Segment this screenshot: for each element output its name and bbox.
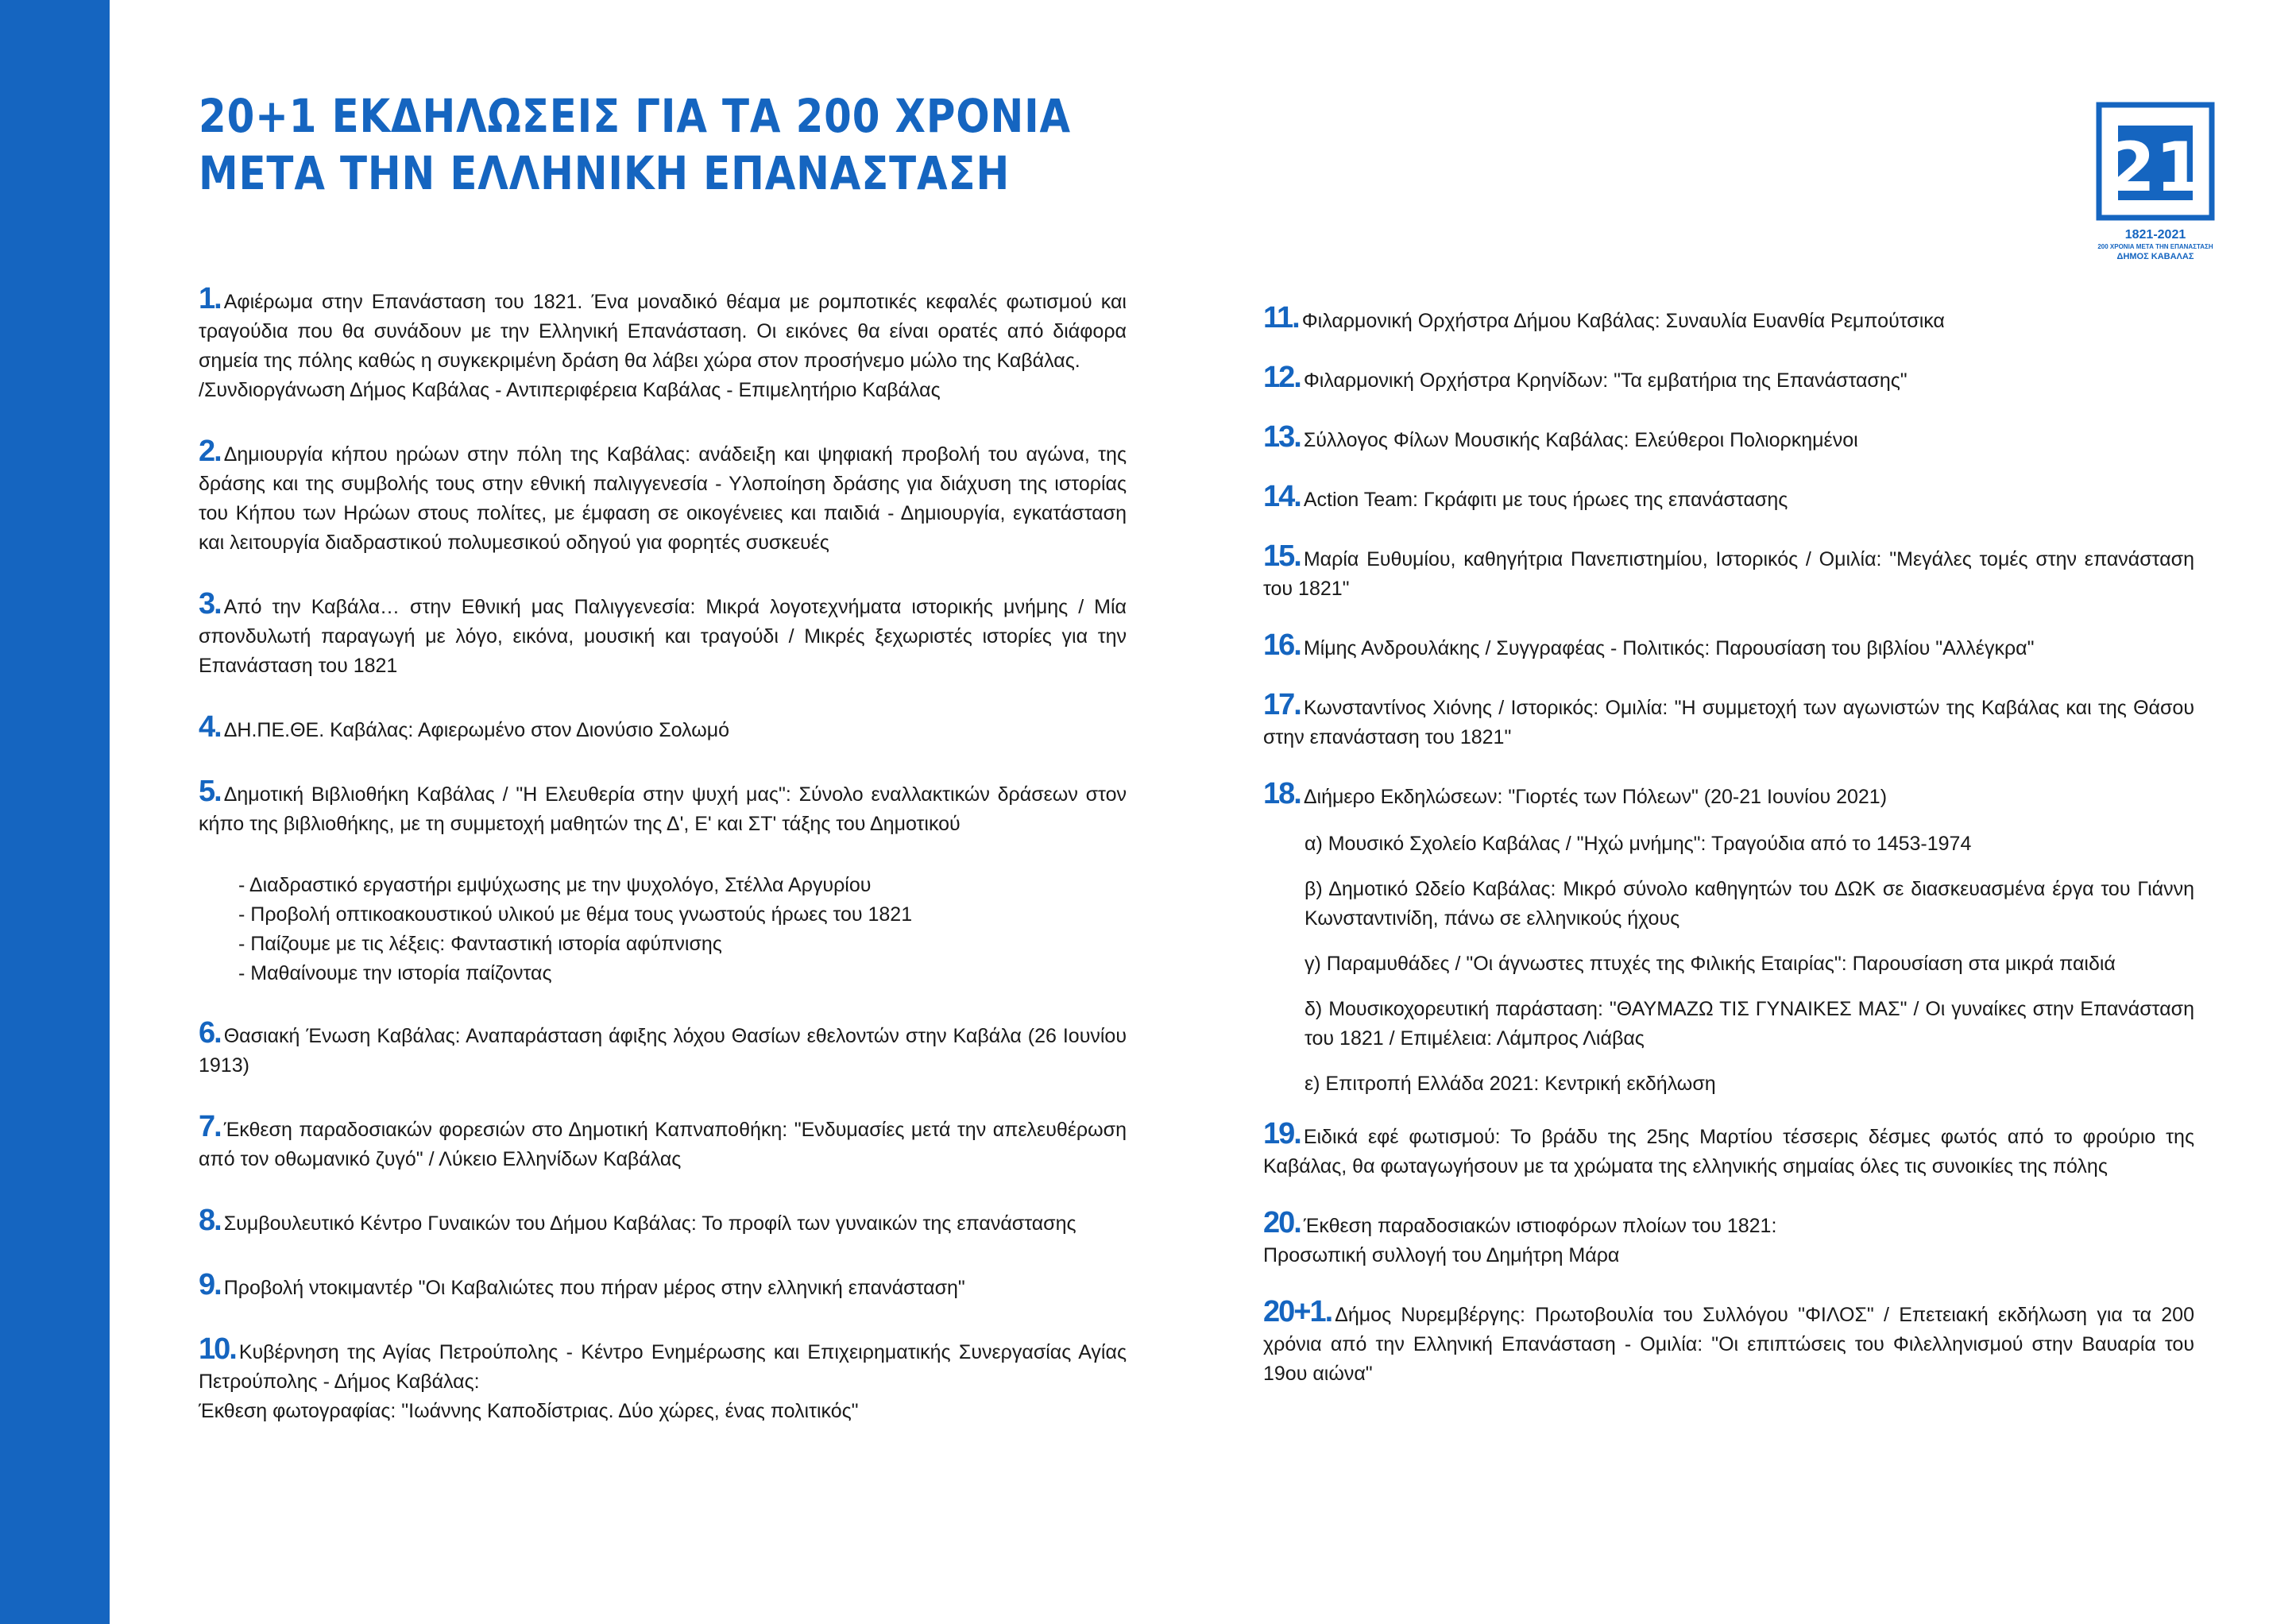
event-text: Προβολή ντοκιμαντέρ "Οι Καβαλιώτες που πήραν μέρος στην ελληνική επανάσταση" xyxy=(223,1277,965,1299)
event-number: 9. xyxy=(199,1268,221,1301)
event-text: Έκθεση παραδοσιακών ιστιοφόρων πλοίων του 1821: xyxy=(1303,1215,1777,1237)
event-item-6 xyxy=(199,1016,1127,1081)
event-text: Διήμερο Εκδηλώσεων: "Γιορτές των Πόλεων" (20-21 Ιουνίου 2021) xyxy=(1303,786,1888,808)
event-18-sublist xyxy=(1263,829,2194,1099)
list-item: - Μαθαίνουμε την ιστορία παίζοντας xyxy=(238,962,552,984)
event-text: Μίμης Ανδρουλάκης / Συγγραφέας - Πολιτικός: Παρουσίαση του βιβλίου "Αλλέγκρα" xyxy=(1303,637,2035,659)
event-5-sublist xyxy=(199,871,1127,988)
logo-subtitle: 200 ΧΡΟΝΙΑ ΜΕΤΑ ΤΗΝ ΕΠΑΝΑΣΤΑΣΗ xyxy=(2097,243,2213,250)
event-number: 5. xyxy=(199,775,221,808)
list-item: - Παίζουμε με τις λέξεις: Φανταστική ιστορία αφύπνισης xyxy=(238,933,722,955)
event-extra: Προσωπική συλλογή του Δημήτρη Μάρα xyxy=(1263,1244,1620,1266)
event-item-15 xyxy=(1263,539,2194,604)
event-number: 10. xyxy=(199,1332,236,1366)
event-item-5 xyxy=(199,777,1127,839)
event-number: 11. xyxy=(1263,301,1299,334)
list-item: ε) Επιτροπή Ελλάδα 2021: Κεντρική εκδήλωση xyxy=(1305,1073,1716,1095)
event-item-3 xyxy=(199,587,1127,681)
event-item-1 xyxy=(199,284,1127,405)
event-number: 20+1. xyxy=(1263,1295,1332,1328)
event-item-13 xyxy=(1263,420,2194,455)
list-item: - Διαδραστικό εργαστήρι εμψύχωσης με την ψυχολόγο, Στέλλα Αργυρίου xyxy=(238,874,872,896)
list-item: - Προβολή οπτικοακουστικού υλικού με θέμα τους γνωστούς ήρωες του 1821 xyxy=(238,903,913,926)
event-item-16 xyxy=(1263,628,2194,663)
logo-mark: 21 xyxy=(2108,128,2203,207)
event-text: Κωνσταντίνος Χιόνης / Ιστορικός: Ομιλία: "Η συμμετοχή των αγωνιστών της Καβάλας και της Θάσου στην επανάσταση του 1821" xyxy=(1263,697,2194,748)
event-number: 1. xyxy=(199,282,221,315)
event-item-21 xyxy=(1263,1297,2194,1389)
event-number: 12. xyxy=(1263,361,1301,394)
event-number: 16. xyxy=(1263,628,1301,662)
logo-years: 1821-2021 xyxy=(2124,228,2186,242)
event-organizers: /Συνδιοργάνωση Δήμος Καβάλας - Αντιπεριφέρεια Καβάλας - Επιμελητήριο Καβάλας xyxy=(199,379,941,401)
list-item: δ) Μουσικοχορευτική παράσταση: "ΘΑΥΜΑΖΩ ΤΙΣ ΓΥΝΑΙΚΕΣ ΜΑΣ" / Οι γυναίκες στην Επανάσταση του 1821 / Επιμέλεια: Λάμπρος Λιάβας xyxy=(1305,998,2194,1050)
event-item-19 xyxy=(1263,1119,2194,1181)
event-extra: Έκθεση φωτογραφίας: "Ιωάννης Καποδίστριας. Δύο χώρες, ένας πολιτικός" xyxy=(199,1400,859,1422)
event-text: Δημιουργία κήπου ηρώων στην πόλη της Καβάλας: ανάδειξη και ψηφιακή προβολή του αγώνα, της δράσης και της συμβολής τους στην εθνική παλιγγενεσία - Υλοποίηση δράσης για διάχυση της ιστορίας του Κήπου των Ηρώων στους πολίτες, με έμφαση σε οικογένειες και παιδιά - Δημιουργία, εγκατάσταση και λειτουργία διαδραστικού πολυμεσικού οδηγού για φορητές συσκευές xyxy=(199,443,1127,554)
event-text: Δημοτική Βιβλιοθήκη Καβάλας / "Η Ελευθερία στην ψυχή μας": Σύνολο εναλλακτικών δράσεων στον κήπο της βιβλιοθήκης, με τη συμμετοχή μαθητών της Δ', Ε' και ΣΤ' τάξης του Δημοτικού xyxy=(199,783,1127,835)
event-number: 15. xyxy=(1263,539,1301,573)
event-number: 6. xyxy=(199,1016,221,1050)
event-text: Φιλαρμονική Ορχήστρα Δήμου Καβάλας: Συναυλία Ευανθία Ρεμπούτσικα xyxy=(1301,310,1945,332)
events-left-column xyxy=(199,284,1127,1426)
event-item-17 xyxy=(1263,690,2194,752)
event-item-12 xyxy=(1263,363,2194,396)
event-text: Σύλλογος Φίλων Μουσικής Καβάλας: Ελεύθεροι Πολιορκημένοι xyxy=(1303,429,1858,451)
event-text: Έκθεση παραδοσιακών φορεσιών στο Δημοτική Καπναποθήκη: "Ενδυμασίες μετά την απελευθέρωση από τον οθωμανικό ζυγό" / Λύκειο Ελληνίδων Καβάλας xyxy=(199,1119,1127,1170)
logo-21-icon xyxy=(2096,102,2215,221)
event-text: Φιλαρμονική Ορχήστρα Κρηνίδων: "Τα εμβατήρια της Επανάστασης" xyxy=(1303,369,1908,392)
event-item-2 xyxy=(199,437,1127,558)
event-text: ΔΗ.ΠΕ.ΘΕ. Καβάλας: Αφιερωμένο στον Διονύσιο Σολωμό xyxy=(223,719,730,741)
event-number: 3. xyxy=(199,587,221,621)
page-title-line-2: ΜΕΤΑ ΤΗΝ ΕΛΛΗΝΙΚΗ ΕΠΑΝΑΣΤΑΣΗ xyxy=(199,146,1011,200)
event-text: Συμβουλευτικό Κέντρο Γυναικών του Δήμου Καβάλας: Το προφίλ των γυναικών της επανάστασης xyxy=(223,1212,1076,1235)
event-item-8 xyxy=(199,1206,1127,1239)
event-text: Κυβέρνηση της Αγίας Πετρούπολης - Κέντρο Ενημέρωσης και Επιχειρηματικής Συνεργασίας Αγίας Πετρούπολης - Δήμος Καβάλας: xyxy=(199,1341,1127,1393)
event-number: 17. xyxy=(1263,688,1301,721)
logo xyxy=(2096,102,2215,261)
event-text: Θασιακή Ένωση Καβάλας: Αναπαράσταση άφιξης λόχου Θασίων εθελοντών στην Καβάλα (26 Ιουνίου 1913) xyxy=(199,1025,1127,1077)
event-item-18 xyxy=(1263,779,2194,812)
event-text: Ειδικά εφέ φωτισμού: Το βράδυ της 25ης Μαρτίου τέσσερις δέσμες φωτός από το φρούριο της Καβάλας, θα φωταγωγήσουν με τα χρώματα της ελληνικής σημαίας όλες τις συνοικίες της πόλης xyxy=(1263,1126,2194,1177)
event-number: 2. xyxy=(199,435,221,468)
event-text: Από την Καβάλα… στην Εθνική μας Παλιγγενεσία: Μικρά λογοτεχνήματα ιστορικής μνήμης / Μία σπονδυλωτή παραγωγή με λόγο, εικόνα, μουσική και τραγούδι / Μικρές ξεχωριστές ιστορίες για την Επανάσταση του 1821 xyxy=(199,596,1127,677)
event-item-7 xyxy=(199,1112,1127,1174)
event-item-11 xyxy=(1263,301,2194,336)
events-right-column xyxy=(1263,301,2194,1389)
event-item-4 xyxy=(199,710,1127,745)
logo-city: ΔΗΜΟΣ ΚΑΒΑΛΑΣ xyxy=(2116,252,2194,261)
list-item: γ) Παραμυθάδες / "Οι άγνωστες πτυχές της Φιλικής Εταιρίας": Παρουσίαση στα μικρά παιδιά xyxy=(1305,953,2116,975)
event-text: Μαρία Ευθυμίου, καθηγήτρια Πανεπιστημίου, Ιστορικός / Ομιλία: "Μεγάλες τομές στην επανάσταση του 1821" xyxy=(1263,548,2194,600)
list-item: α) Μουσικό Σχολείο Καβάλας / "Ηχώ μνήμης": Τραγούδια από το 1453-1974 xyxy=(1305,833,1972,855)
event-number: 4. xyxy=(199,710,221,744)
event-item-14 xyxy=(1263,482,2194,515)
event-number: 8. xyxy=(199,1204,221,1237)
left-sidebar-stripe xyxy=(0,0,110,1624)
event-number: 19. xyxy=(1263,1117,1301,1150)
event-number: 20. xyxy=(1263,1206,1301,1239)
event-number: 7. xyxy=(199,1110,221,1143)
event-number: 13. xyxy=(1263,420,1301,454)
list-item: β) Δημοτικό Ωδείο Καβάλας: Μικρό σύνολο καθηγητών του ΔΩΚ σε διασκευασμένα έργα του Γιάννη Κωνσταντινίδη, πάνω σε ελληνικούς ήχους xyxy=(1305,878,2194,930)
event-item-9 xyxy=(199,1270,1127,1303)
event-text: Δήμος Νυρεμβέργης: Πρωτοβουλία του Συλλόγου "ΦΙΛΟΣ" / Επετειακή εκδήλωση για τα 200 χρόνια από την Ελληνική Επανάσταση - Ομιλία: "Οι επιπτώσεις του Φιλελληνισμού στην Βαυαρία του 19ου αιώνα" xyxy=(1263,1304,2194,1385)
page-title xyxy=(199,87,1360,202)
event-text: Action Team: Γκράφιτι με τους ήρωες της επανάστασης xyxy=(1303,489,1788,511)
event-number: 14. xyxy=(1263,480,1301,513)
page-title-line-1: 20+1 ΕΚΔΗΛΩΣΕΙΣ ΓΙΑ ΤΑ 200 ΧΡΟΝΙΑ xyxy=(199,89,1072,143)
event-item-10 xyxy=(199,1332,1127,1426)
event-item-20 xyxy=(1263,1208,2194,1270)
event-text: Αφιέρωμα στην Επανάσταση του 1821. Ένα μοναδικό θέαμα με ρομποτικές κεφαλές φωτισμού και τραγούδια που θα συνάδουν με την Ελληνική Επανάσταση. Οι εικόνες θα είναι ορατές από διάφορα σημεία της πόλης καθώς η συγκεκριμένη δράση θα λάβει χώρα στον προσήνεμο μώλο της Καβάλας. xyxy=(199,291,1127,372)
event-number: 18. xyxy=(1263,777,1301,810)
